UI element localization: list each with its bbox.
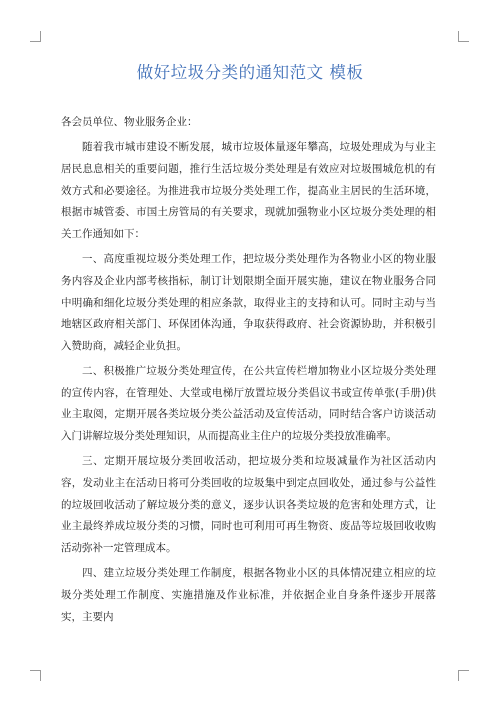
paragraph-item-3: 三、定期开展垃圾分类回收活动，把垃圾分类和垃圾减量作为社区活动内容，发动业主在活动日将可分类回收的垃圾集中到定点回收处，通过参与公益性的垃圾回收活动了解垃圾分类的意义，逐步认识各类垃圾的危害和处理方式，让业主最终养成垃圾分类的习惯，同时也可利用可再生物资、废品等垃圾回收收购活动弥补一定管理成本。 [61,455,436,554]
paragraph-intro: 随着我市城市建设不断发展，城市垃圾体量逐年攀高，垃圾处理成为与业主居民息息相关的重要问题，推行生活垃圾分类处理是有效应对垃圾围城危机的有效方式和必要途径。为推进我市垃圾分类处理工作，提高业主居民的生活环境，根据市城管委、市国土房管局的有关要求，现就加强物业小区垃圾分类处理的相关工作通知如下： [61,141,436,240]
page-corner-mark-top-left [30,31,41,42]
paragraph-item-4: 四、建立垃圾分类处理工作制度，根据各物业小区的具体情况建立相应的垃圾分类处理工作制度、实施措施及作业标准，并依据企业自身条件逐步开展落实，主要内 [61,567,436,623]
paragraph-item-1: 一、高度重视垃圾分类处理工作，把垃圾分类处理作为各物业小区的物业服务内容及企业内部考核指标，制订计划限期全面开展实施，建议在物业服务合同中明确和细化垃圾分类处理的相应条款，取得业主的支持和认可。同时主动与当地辖区政府相关部门、环保团体沟通，争取获得政府、社会资源协助，并积极引入赞助商，减轻企业负担。 [61,253,436,352]
page-corner-mark-bottom-left [30,670,41,681]
salutation: 各会员单位、物业服务企业： [61,116,198,128]
paragraph-item-2: 二、积极推广垃圾分类处理宣传，在公共宣传栏增加物业小区垃圾分类处理的宣传内容，在管理处、大堂或电梯厅放置垃圾分类倡议书或宣传单张(手册)供业主取阅，定期开展各类垃圾分类公益活动及宣传活动，同时结合客户访谈活动入门讲解垃圾分类处理知识，从而提高业主住户的垃圾分类投放准确率。 [61,365,436,442]
document-body [61,112,436,632]
document-title: 做好垃圾分类的通知范文 模板 [136,63,364,82]
page-corner-mark-top-right [458,31,469,42]
page-corner-mark-bottom-right [458,670,469,681]
